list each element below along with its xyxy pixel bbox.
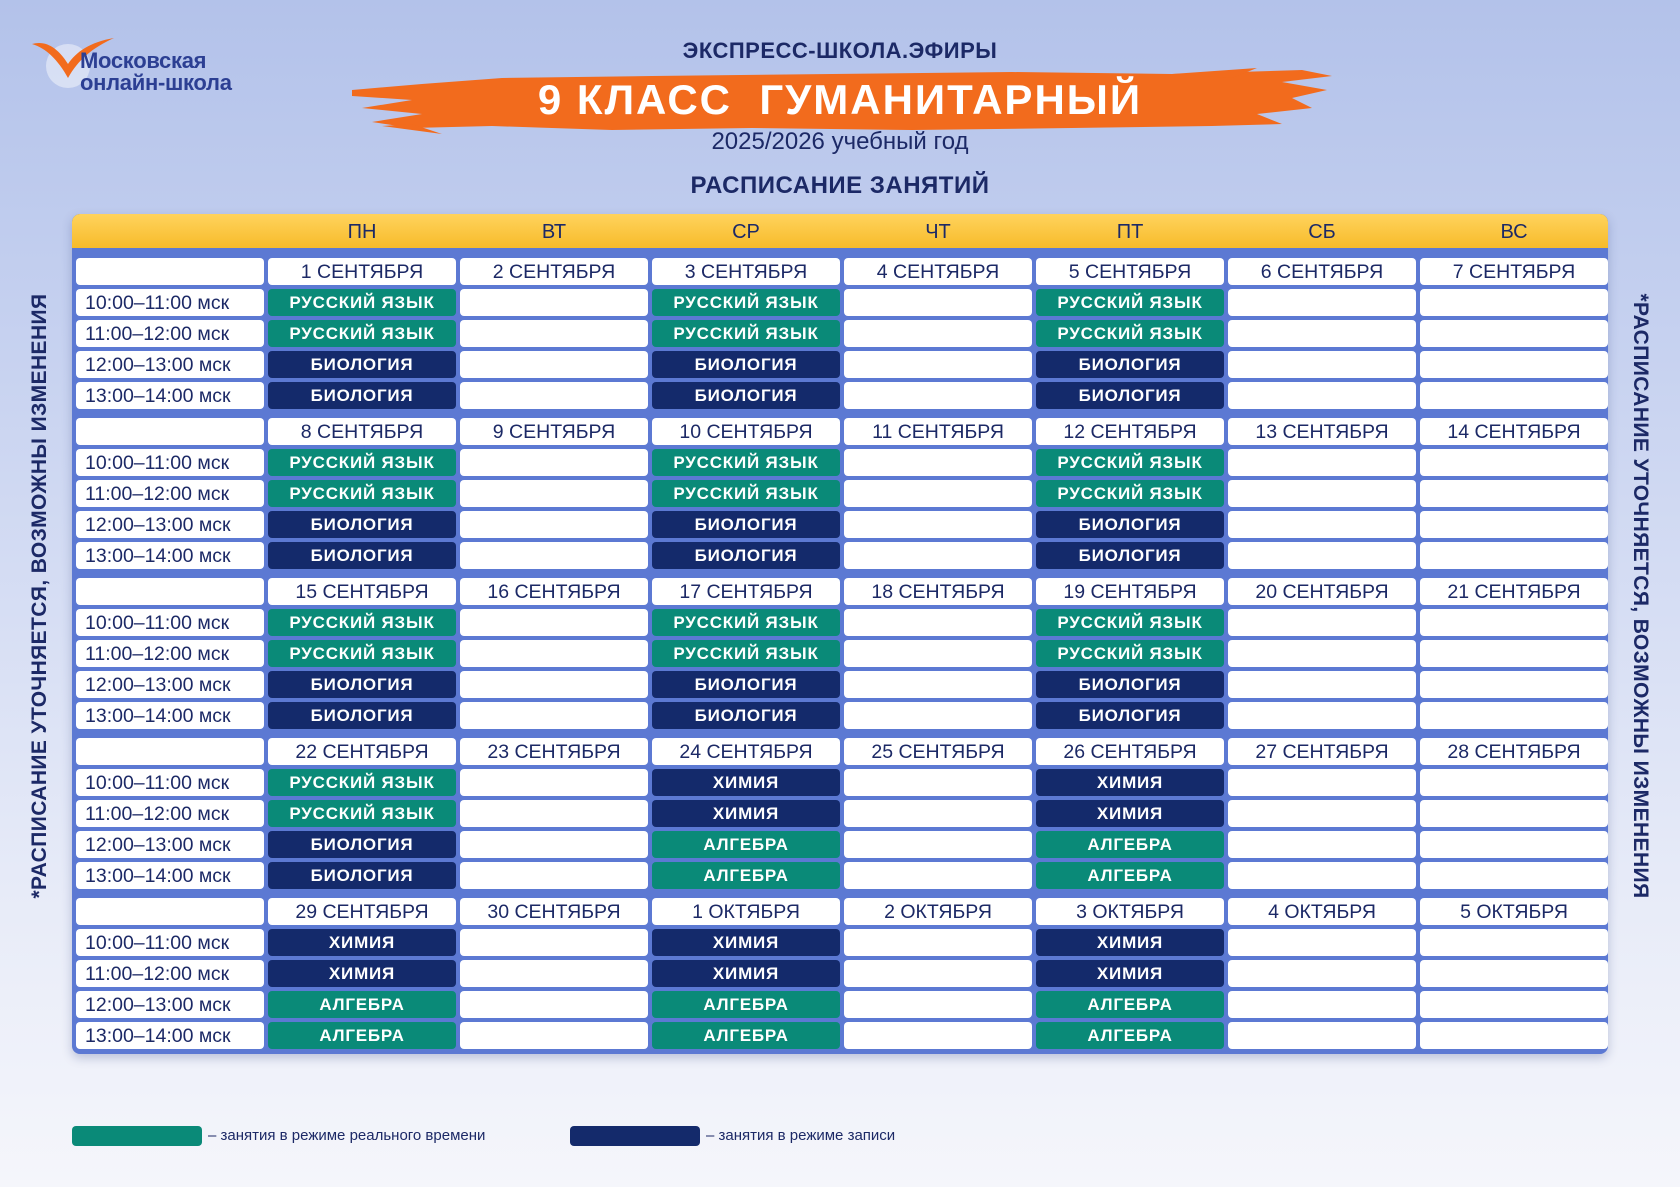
empty-slot bbox=[844, 862, 1032, 889]
schedule-table bbox=[72, 214, 1608, 1054]
lesson-cell: РУССКИЙ ЯЗЫК bbox=[652, 480, 840, 507]
lesson-cell: БИОЛОГИЯ bbox=[268, 862, 456, 889]
date-cell: 2 ОКТЯБРЯ bbox=[844, 898, 1032, 925]
date-cell: 25 СЕНТЯБРЯ bbox=[844, 738, 1032, 765]
week-block bbox=[72, 738, 1608, 894]
lesson-cell: РУССКИЙ ЯЗЫК bbox=[652, 289, 840, 316]
empty-slot bbox=[1228, 960, 1416, 987]
empty-slot bbox=[1420, 640, 1608, 667]
lesson-cell: РУССКИЙ ЯЗЫК bbox=[268, 800, 456, 827]
lesson-cell: БИОЛОГИЯ bbox=[652, 351, 840, 378]
lesson-cell: РУССКИЙ ЯЗЫК bbox=[1036, 609, 1224, 636]
empty-slot bbox=[460, 609, 648, 636]
time-cell: 12:00–13:00 мск bbox=[76, 351, 264, 378]
lesson-cell: БИОЛОГИЯ bbox=[268, 831, 456, 858]
lesson-cell: БИОЛОГИЯ bbox=[1036, 702, 1224, 729]
lesson-cell: БИОЛОГИЯ bbox=[1036, 382, 1224, 409]
empty-slot bbox=[1420, 609, 1608, 636]
empty-slot bbox=[844, 351, 1032, 378]
week-label-blank bbox=[76, 578, 264, 605]
lesson-cell: АЛГЕБРА bbox=[652, 862, 840, 889]
lesson-cell: БИОЛОГИЯ bbox=[652, 511, 840, 538]
empty-slot bbox=[460, 480, 648, 507]
side-note-left: *РАСПИСАНИЕ УТОЧНЯЕТСЯ, ВОЗМОЖНЫ ИЗМЕНЕНИЯ bbox=[28, 293, 51, 899]
lesson-cell: РУССКИЙ ЯЗЫК bbox=[652, 449, 840, 476]
lesson-cell: ХИМИЯ bbox=[268, 929, 456, 956]
time-cell: 13:00–14:00 мск bbox=[76, 702, 264, 729]
lesson-cell: ХИМИЯ bbox=[1036, 960, 1224, 987]
lesson-cell: БИОЛОГИЯ bbox=[268, 511, 456, 538]
empty-slot bbox=[1228, 929, 1416, 956]
empty-slot bbox=[1420, 671, 1608, 698]
empty-slot bbox=[1420, 1022, 1608, 1049]
empty-slot bbox=[844, 609, 1032, 636]
empty-slot bbox=[844, 671, 1032, 698]
empty-slot bbox=[460, 351, 648, 378]
logo-line-1: Московская bbox=[80, 48, 207, 73]
empty-slot bbox=[1228, 351, 1416, 378]
date-cell: 15 СЕНТЯБРЯ bbox=[268, 578, 456, 605]
date-cell: 28 СЕНТЯБРЯ bbox=[1420, 738, 1608, 765]
lesson-cell: АЛГЕБРА bbox=[268, 1022, 456, 1049]
empty-slot bbox=[460, 991, 648, 1018]
empty-slot bbox=[1420, 991, 1608, 1018]
empty-slot bbox=[844, 640, 1032, 667]
empty-slot bbox=[1228, 1022, 1416, 1049]
time-cell: 10:00–11:00 мск bbox=[76, 769, 264, 796]
empty-slot bbox=[1420, 542, 1608, 569]
lesson-cell: РУССКИЙ ЯЗЫК bbox=[1036, 640, 1224, 667]
week-block bbox=[72, 578, 1608, 734]
lesson-cell: ХИМИЯ bbox=[652, 960, 840, 987]
empty-slot bbox=[1228, 800, 1416, 827]
empty-slot bbox=[1228, 289, 1416, 316]
date-cell: 7 СЕНТЯБРЯ bbox=[1420, 258, 1608, 285]
day-header: ПТ bbox=[1116, 221, 1144, 243]
time-cell: 13:00–14:00 мск bbox=[76, 1022, 264, 1049]
empty-slot bbox=[1420, 351, 1608, 378]
empty-slot bbox=[460, 449, 648, 476]
lesson-cell: АЛГЕБРА bbox=[1036, 862, 1224, 889]
lesson-cell: БИОЛОГИЯ bbox=[1036, 511, 1224, 538]
lesson-cell: ХИМИЯ bbox=[1036, 929, 1224, 956]
time-cell: 11:00–12:00 мск bbox=[76, 320, 264, 347]
date-cell: 30 СЕНТЯБРЯ bbox=[460, 898, 648, 925]
time-cell: 11:00–12:00 мск bbox=[76, 480, 264, 507]
time-cell: 10:00–11:00 мск bbox=[76, 289, 264, 316]
empty-slot bbox=[844, 991, 1032, 1018]
empty-slot bbox=[460, 1022, 648, 1049]
date-cell: 5 ОКТЯБРЯ bbox=[1420, 898, 1608, 925]
legend-recorded-swatch bbox=[570, 1126, 700, 1146]
date-cell: 14 СЕНТЯБРЯ bbox=[1420, 418, 1608, 445]
side-note-right: *РАСПИСАНИЕ УТОЧНЯЕТСЯ, ВОЗМОЖНЫ ИЗМЕНЕНИЯ bbox=[1629, 293, 1652, 899]
empty-slot bbox=[1420, 511, 1608, 538]
empty-slot bbox=[1420, 960, 1608, 987]
week-block bbox=[72, 898, 1608, 1054]
time-cell: 10:00–11:00 мск bbox=[76, 929, 264, 956]
time-cell: 10:00–11:00 мск bbox=[76, 609, 264, 636]
empty-slot bbox=[844, 511, 1032, 538]
empty-slot bbox=[1228, 831, 1416, 858]
day-header: ВТ bbox=[541, 221, 567, 243]
week-label-blank bbox=[76, 418, 264, 445]
date-cell: 17 СЕНТЯБРЯ bbox=[652, 578, 840, 605]
day-header-bar bbox=[72, 214, 1608, 248]
empty-slot bbox=[1228, 991, 1416, 1018]
empty-slot bbox=[1228, 671, 1416, 698]
date-cell: 13 СЕНТЯБРЯ bbox=[1228, 418, 1416, 445]
time-cell: 13:00–14:00 мск bbox=[76, 862, 264, 889]
empty-slot bbox=[460, 289, 648, 316]
lesson-cell: БИОЛОГИЯ bbox=[652, 542, 840, 569]
day-header: ПН bbox=[347, 221, 377, 243]
lesson-cell: РУССКИЙ ЯЗЫК bbox=[268, 289, 456, 316]
date-cell: 2 СЕНТЯБРЯ bbox=[460, 258, 648, 285]
empty-slot bbox=[460, 862, 648, 889]
week-label-blank bbox=[76, 258, 264, 285]
empty-slot bbox=[460, 929, 648, 956]
empty-slot bbox=[1228, 769, 1416, 796]
empty-slot bbox=[460, 320, 648, 347]
lesson-cell: БИОЛОГИЯ bbox=[652, 382, 840, 409]
lesson-cell: БИОЛОГИЯ bbox=[1036, 671, 1224, 698]
lesson-cell: АЛГЕБРА bbox=[1036, 991, 1224, 1018]
empty-slot bbox=[460, 542, 648, 569]
lesson-cell: БИОЛОГИЯ bbox=[268, 671, 456, 698]
lesson-cell: РУССКИЙ ЯЗЫК bbox=[652, 609, 840, 636]
academic-year: 2025/2026 учебный год bbox=[711, 128, 969, 155]
empty-slot bbox=[1420, 480, 1608, 507]
date-cell: 9 СЕНТЯБРЯ bbox=[460, 418, 648, 445]
lesson-cell: РУССКИЙ ЯЗЫК bbox=[268, 449, 456, 476]
date-cell: 11 СЕНТЯБРЯ bbox=[844, 418, 1032, 445]
lesson-cell: АЛГЕБРА bbox=[268, 991, 456, 1018]
lesson-cell: АЛГЕБРА bbox=[652, 991, 840, 1018]
lesson-cell: ХИМИЯ bbox=[1036, 800, 1224, 827]
empty-slot bbox=[460, 671, 648, 698]
date-cell: 24 СЕНТЯБРЯ bbox=[652, 738, 840, 765]
empty-slot bbox=[844, 542, 1032, 569]
date-cell: 6 СЕНТЯБРЯ bbox=[1228, 258, 1416, 285]
lesson-cell: БИОЛОГИЯ bbox=[268, 542, 456, 569]
lesson-cell: РУССКИЙ ЯЗЫК bbox=[652, 640, 840, 667]
legend-live-label: – занятия в режиме реального времени bbox=[208, 1127, 486, 1144]
empty-slot bbox=[1228, 542, 1416, 569]
lesson-cell: ХИМИЯ bbox=[1036, 769, 1224, 796]
empty-slot bbox=[460, 769, 648, 796]
lesson-cell: РУССКИЙ ЯЗЫК bbox=[652, 320, 840, 347]
empty-slot bbox=[1420, 382, 1608, 409]
empty-slot bbox=[844, 1022, 1032, 1049]
time-cell: 11:00–12:00 мск bbox=[76, 640, 264, 667]
lesson-cell: РУССКИЙ ЯЗЫК bbox=[268, 609, 456, 636]
lesson-cell: РУССКИЙ ЯЗЫК bbox=[268, 320, 456, 347]
date-cell: 23 СЕНТЯБРЯ bbox=[460, 738, 648, 765]
lesson-cell: БИОЛОГИЯ bbox=[652, 671, 840, 698]
date-cell: 29 СЕНТЯБРЯ bbox=[268, 898, 456, 925]
empty-slot bbox=[1420, 929, 1608, 956]
lesson-cell: РУССКИЙ ЯЗЫК bbox=[1036, 480, 1224, 507]
week-block bbox=[72, 418, 1608, 574]
lesson-cell: АЛГЕБРА bbox=[1036, 831, 1224, 858]
lesson-cell: БИОЛОГИЯ bbox=[268, 702, 456, 729]
empty-slot bbox=[844, 382, 1032, 409]
date-cell: 3 СЕНТЯБРЯ bbox=[652, 258, 840, 285]
date-cell: 8 СЕНТЯБРЯ bbox=[268, 418, 456, 445]
lesson-cell: АЛГЕБРА bbox=[652, 1022, 840, 1049]
time-cell: 10:00–11:00 мск bbox=[76, 449, 264, 476]
empty-slot bbox=[844, 449, 1032, 476]
lesson-cell: БИОЛОГИЯ bbox=[268, 382, 456, 409]
empty-slot bbox=[844, 320, 1032, 347]
lesson-cell: РУССКИЙ ЯЗЫК bbox=[1036, 449, 1224, 476]
date-cell: 4 СЕНТЯБРЯ bbox=[844, 258, 1032, 285]
empty-slot bbox=[844, 769, 1032, 796]
empty-slot bbox=[844, 289, 1032, 316]
empty-slot bbox=[1228, 449, 1416, 476]
day-header: ВС bbox=[1500, 221, 1528, 243]
date-cell: 4 ОКТЯБРЯ bbox=[1228, 898, 1416, 925]
time-cell: 11:00–12:00 мск bbox=[76, 960, 264, 987]
date-cell: 26 СЕНТЯБРЯ bbox=[1036, 738, 1224, 765]
lesson-cell: БИОЛОГИЯ bbox=[268, 351, 456, 378]
lesson-cell: АЛГЕБРА bbox=[652, 831, 840, 858]
empty-slot bbox=[1228, 862, 1416, 889]
lesson-cell: РУССКИЙ ЯЗЫК bbox=[268, 769, 456, 796]
empty-slot bbox=[460, 511, 648, 538]
lesson-cell: РУССКИЙ ЯЗЫК bbox=[268, 480, 456, 507]
time-cell: 12:00–13:00 мск bbox=[76, 991, 264, 1018]
day-header: ЧТ bbox=[925, 221, 951, 243]
empty-slot bbox=[1228, 382, 1416, 409]
empty-slot bbox=[844, 929, 1032, 956]
legend-live-swatch bbox=[72, 1126, 202, 1146]
week-block bbox=[72, 258, 1608, 414]
date-cell: 12 СЕНТЯБРЯ bbox=[1036, 418, 1224, 445]
date-cell: 18 СЕНТЯБРЯ bbox=[844, 578, 1032, 605]
time-cell: 13:00–14:00 мск bbox=[76, 382, 264, 409]
date-cell: 1 ОКТЯБРЯ bbox=[652, 898, 840, 925]
empty-slot bbox=[1228, 320, 1416, 347]
time-cell: 13:00–14:00 мск bbox=[76, 542, 264, 569]
lesson-cell: БИОЛОГИЯ bbox=[1036, 351, 1224, 378]
legend bbox=[72, 1126, 972, 1150]
program-title: ЭКСПРЕСС-ШКОЛА.ЭФИРЫ bbox=[682, 38, 998, 63]
empty-slot bbox=[460, 831, 648, 858]
empty-slot bbox=[460, 800, 648, 827]
date-cell: 27 СЕНТЯБРЯ bbox=[1228, 738, 1416, 765]
date-cell: 10 СЕНТЯБРЯ bbox=[652, 418, 840, 445]
schedule-title: РАСПИСАНИЕ ЗАНЯТИЙ bbox=[690, 172, 990, 199]
lesson-cell: АЛГЕБРА bbox=[1036, 1022, 1224, 1049]
empty-slot bbox=[844, 960, 1032, 987]
time-cell: 12:00–13:00 мск bbox=[76, 831, 264, 858]
lesson-cell: БИОЛОГИЯ bbox=[1036, 542, 1224, 569]
week-label-blank bbox=[76, 898, 264, 925]
empty-slot bbox=[1420, 831, 1608, 858]
empty-slot bbox=[1420, 320, 1608, 347]
empty-slot bbox=[1228, 511, 1416, 538]
empty-slot bbox=[844, 800, 1032, 827]
empty-slot bbox=[1228, 609, 1416, 636]
lesson-cell: ХИМИЯ bbox=[652, 769, 840, 796]
time-cell: 12:00–13:00 мск bbox=[76, 511, 264, 538]
empty-slot bbox=[1228, 640, 1416, 667]
date-cell: 20 СЕНТЯБРЯ bbox=[1228, 578, 1416, 605]
empty-slot bbox=[1228, 702, 1416, 729]
lesson-cell: ХИМИЯ bbox=[268, 960, 456, 987]
date-cell: 21 СЕНТЯБРЯ bbox=[1420, 578, 1608, 605]
date-cell: 1 СЕНТЯБРЯ bbox=[268, 258, 456, 285]
empty-slot bbox=[844, 831, 1032, 858]
logo-line-2: онлайн-школа bbox=[80, 70, 232, 95]
date-cell: 3 ОКТЯБРЯ bbox=[1036, 898, 1224, 925]
legend-recorded-label: – занятия в режиме записи bbox=[706, 1127, 896, 1144]
empty-slot bbox=[844, 480, 1032, 507]
date-cell: 5 СЕНТЯБРЯ bbox=[1036, 258, 1224, 285]
empty-slot bbox=[1420, 862, 1608, 889]
time-cell: 12:00–13:00 мск bbox=[76, 671, 264, 698]
empty-slot bbox=[460, 640, 648, 667]
day-header: СР bbox=[732, 221, 760, 243]
lesson-cell: РУССКИЙ ЯЗЫК bbox=[1036, 320, 1224, 347]
lesson-cell: ХИМИЯ bbox=[652, 929, 840, 956]
week-label-blank bbox=[76, 738, 264, 765]
lesson-cell: РУССКИЙ ЯЗЫК bbox=[1036, 289, 1224, 316]
empty-slot bbox=[1228, 480, 1416, 507]
lesson-cell: ХИМИЯ bbox=[652, 800, 840, 827]
empty-slot bbox=[1420, 449, 1608, 476]
class-title: 9 КЛАСС ГУМАНИТАРНЫЙ bbox=[537, 76, 1143, 123]
empty-slot bbox=[1420, 289, 1608, 316]
empty-slot bbox=[1420, 702, 1608, 729]
empty-slot bbox=[460, 960, 648, 987]
empty-slot bbox=[1420, 769, 1608, 796]
empty-slot bbox=[1420, 800, 1608, 827]
lesson-cell: БИОЛОГИЯ bbox=[652, 702, 840, 729]
day-header: СБ bbox=[1308, 221, 1336, 243]
empty-slot bbox=[844, 702, 1032, 729]
date-cell: 16 СЕНТЯБРЯ bbox=[460, 578, 648, 605]
time-cell: 11:00–12:00 мск bbox=[76, 800, 264, 827]
date-cell: 22 СЕНТЯБРЯ bbox=[268, 738, 456, 765]
empty-slot bbox=[460, 382, 648, 409]
date-cell: 19 СЕНТЯБРЯ bbox=[1036, 578, 1224, 605]
empty-slot bbox=[460, 702, 648, 729]
lesson-cell: РУССКИЙ ЯЗЫК bbox=[268, 640, 456, 667]
